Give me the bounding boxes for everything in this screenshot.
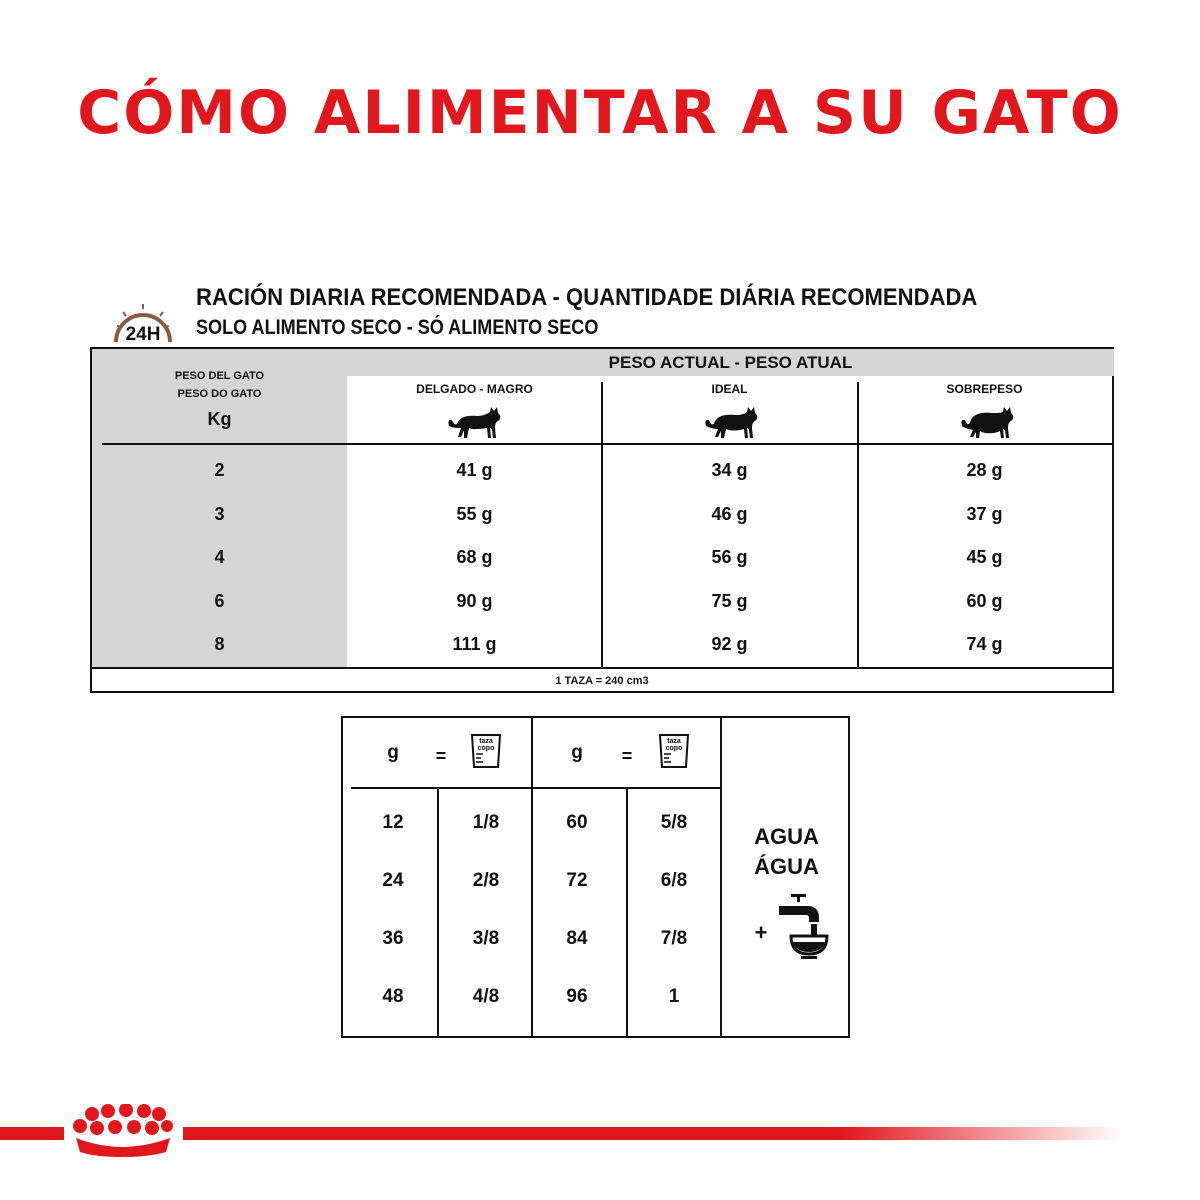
cups-cell: 3/8 <box>472 928 500 949</box>
ration-cell: 55 g <box>456 504 493 524</box>
cups-cell: 5/8 <box>660 812 688 833</box>
grams-header: g <box>387 742 399 763</box>
group-header: PESO ACTUAL - PESO ATUAL <box>608 353 853 372</box>
grams-cell: 48 <box>382 986 404 1007</box>
grams-cell: 36 <box>382 928 404 949</box>
column-divider <box>720 718 722 1036</box>
ration-cell: 60 g <box>966 591 1003 611</box>
ration-cell: 37 g <box>966 504 1003 524</box>
water-tap-bowl-icon <box>769 892 839 964</box>
ration-cell: 90 g <box>456 591 493 611</box>
page-title: CÓMO ALIMENTAR A SU GATO <box>77 78 1123 148</box>
weight-cell: 4 <box>214 547 225 567</box>
measuring-cup-icon <box>469 732 503 770</box>
ration-subheading: SOLO ALIMENTO SECO - SÓ ALIMENTO SECO <box>196 316 599 339</box>
ration-cell: 28 g <box>966 460 1003 480</box>
cup-label-pt: copo <box>665 745 683 752</box>
ration-cell: 74 g <box>966 634 1003 654</box>
header-divider <box>102 443 1114 445</box>
ration-cell: 68 g <box>456 547 493 567</box>
brand-bar-left <box>0 1127 64 1140</box>
ration-cell: 46 g <box>711 504 748 524</box>
grams-cell: 24 <box>382 870 404 891</box>
weight-cell: 6 <box>214 591 225 611</box>
weight-cell: 8 <box>214 634 225 654</box>
weight-unit: Kg <box>207 409 232 429</box>
measuring-cup-icon <box>657 732 691 770</box>
cup-label-es: taza <box>667 738 681 745</box>
ration-cell: 41 g <box>456 460 493 480</box>
cups-cell: 1 <box>668 986 680 1007</box>
plus-sign: + <box>754 920 768 945</box>
cups-cell: 2/8 <box>472 870 500 891</box>
water-label <box>723 822 850 882</box>
ration-cell: 56 g <box>711 547 748 567</box>
col-header-ideal: IDEAL <box>711 382 748 396</box>
grams-cell: 72 <box>566 870 588 891</box>
grams-header: g <box>571 742 583 763</box>
grams-cell: 96 <box>566 986 588 1007</box>
cups-cell: 6/8 <box>660 870 688 891</box>
cups-cell: 7/8 <box>660 928 688 949</box>
clock-24h-icon <box>108 298 178 350</box>
col-header-thin: DELGADO - MAGRO <box>416 382 533 396</box>
weight-cell: 2 <box>214 460 225 480</box>
royal-canin-crown-logo <box>70 1104 174 1160</box>
equals-sign: = <box>621 746 633 766</box>
header-divider <box>351 787 720 789</box>
cat-icon <box>702 404 762 440</box>
cup-volume-note: 1 TAZA = 240 cm3 <box>92 667 1112 693</box>
ration-cell: 34 g <box>711 460 748 480</box>
water-label-pt: ÁGUA <box>754 854 819 879</box>
conversion-table <box>341 716 850 1038</box>
ration-cell: 75 g <box>711 591 748 611</box>
ration-cell: 92 g <box>711 634 748 654</box>
column-divider <box>531 718 533 1036</box>
cat-icon <box>445 404 505 440</box>
grams-cell: 84 <box>566 928 588 949</box>
equals-sign: = <box>435 746 447 766</box>
cup-label-pt: copo <box>477 745 495 752</box>
weight-cell: 3 <box>214 504 225 524</box>
cat-icon <box>958 404 1018 440</box>
water-label-es: AGUA <box>754 824 819 849</box>
ration-table <box>90 347 1114 693</box>
brand-bar-right <box>183 1127 1123 1140</box>
cup-label-es: taza <box>479 738 493 745</box>
col-header-overweight: SOBREPESO <box>946 382 1023 396</box>
ration-heading: RACIÓN DIARIA RECOMENDADA - QUANTIDADE DIÁRIA RECOMENDADA <box>196 284 978 311</box>
cups-cell: 1/8 <box>472 812 500 833</box>
weight-header-pt: PESO DO GATO <box>177 388 262 400</box>
column-divider <box>626 787 628 1036</box>
grams-cell: 60 <box>566 812 588 833</box>
ration-cell: 111 g <box>452 634 497 654</box>
clock-label: 24H <box>125 324 161 345</box>
ration-cell: 45 g <box>966 547 1003 567</box>
column-divider <box>437 787 439 1036</box>
cups-cell: 4/8 <box>472 986 500 1007</box>
grams-cell: 12 <box>382 812 404 833</box>
weight-header-es: PESO DEL GATO <box>174 370 265 382</box>
